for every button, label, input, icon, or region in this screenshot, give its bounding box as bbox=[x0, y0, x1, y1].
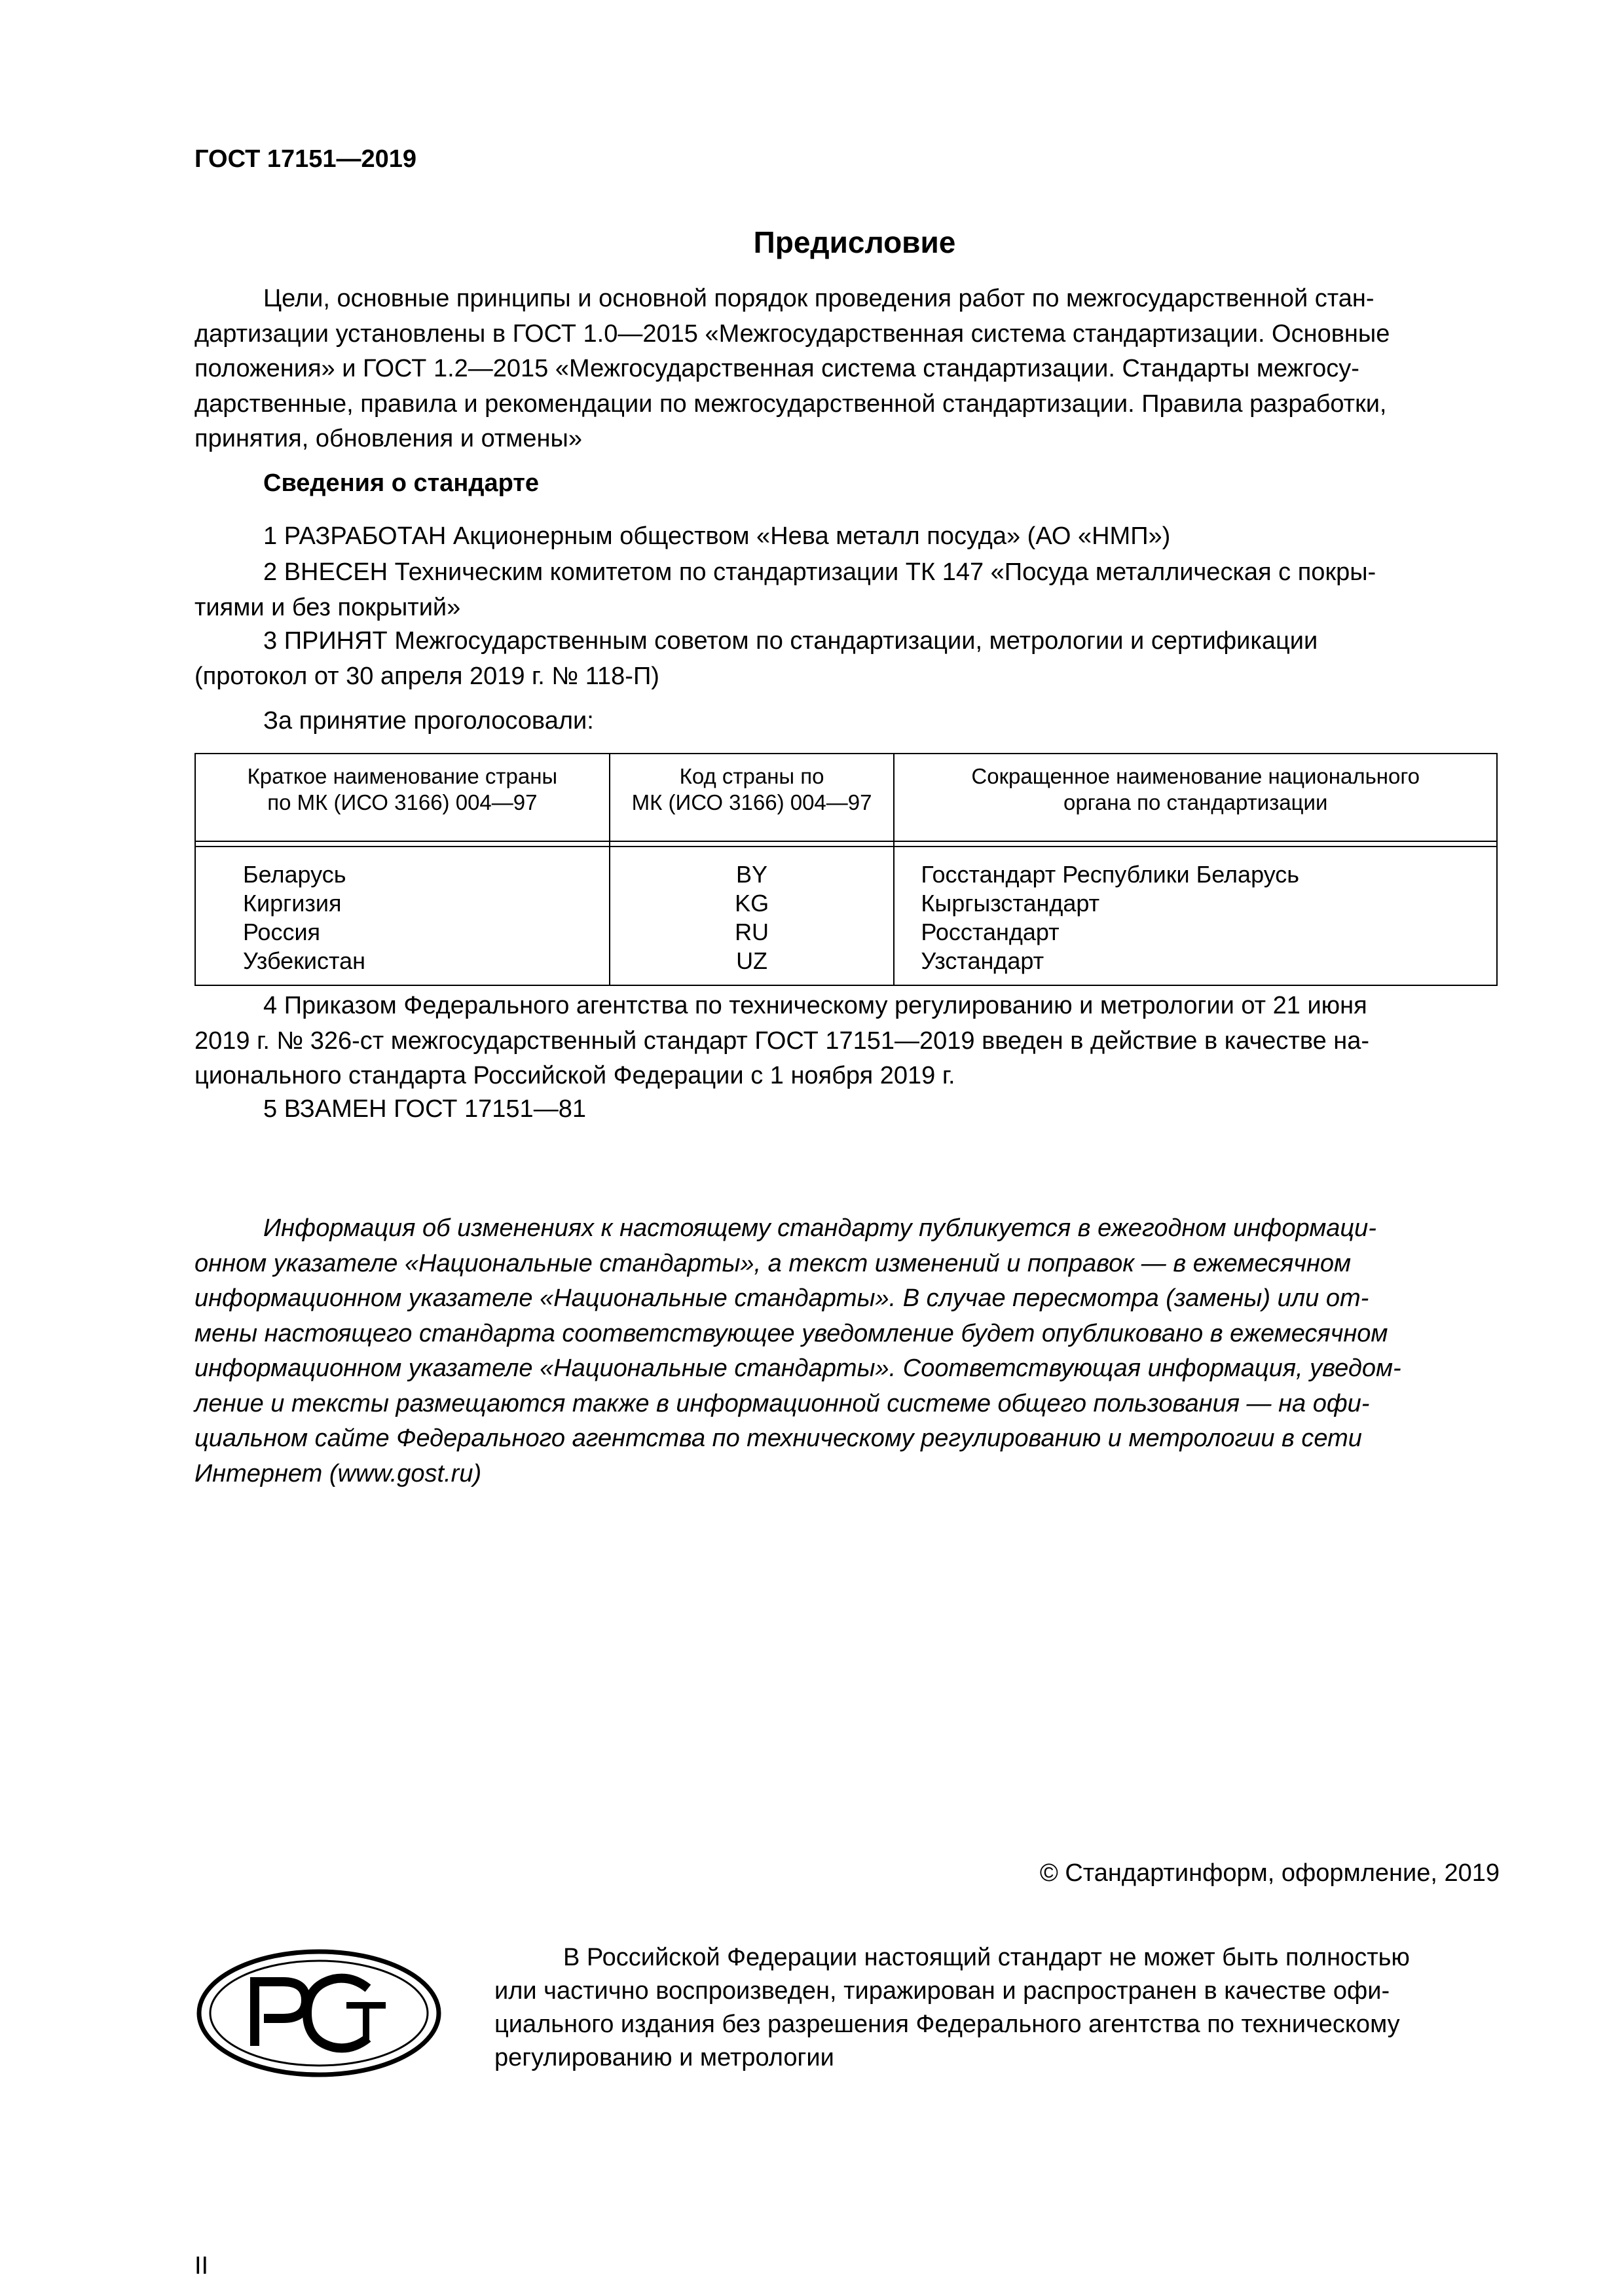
item-2 bbox=[194, 555, 1498, 625]
copyright-line: © Стандартинформ, оформление, 2019 bbox=[1039, 1859, 1500, 1887]
country-name: Киргизия bbox=[243, 890, 342, 917]
reproduction-notice bbox=[494, 1941, 1498, 2075]
table-header-row bbox=[195, 754, 1497, 841]
info-line: информационном указателе «Национальные стандарты». В случае пересмотра (замены) или от- bbox=[194, 1285, 1369, 1312]
item-4-line: ционального стандарта Российской Федерации с 1 ноября 2019 г. bbox=[194, 1062, 955, 1089]
item-3 bbox=[194, 624, 1498, 694]
notice-line: циального издания без разрешения Федерального агентства по техническому bbox=[494, 2011, 1400, 2038]
header-line: МК (ИСО 3166) 004—97 bbox=[631, 790, 872, 814]
table-double-rule bbox=[195, 841, 1497, 847]
item-3-line: (протокол от 30 апреля 2019 г. № 118-П) bbox=[194, 662, 659, 690]
intro-line: дартизации установлены в ГОСТ 1.0—2015 «Межгосударственная система стандартизации. Основные bbox=[194, 319, 1390, 348]
info-line: ление и тексты размещаются также в информационной системе общего пользования — на офи- bbox=[194, 1389, 1370, 1417]
country-code: BY bbox=[736, 861, 768, 888]
info-line: Интернет (www.gost.ru) bbox=[194, 1459, 482, 1487]
item-1: 1 РАЗРАБОТАН Акционерным обществом «Нева металл посуда» (АО «НМП») bbox=[263, 522, 1171, 550]
notice-line: В Российской Федерации настоящий стандарт не может быть полностью bbox=[563, 1944, 1410, 1971]
voting-table bbox=[194, 753, 1498, 986]
country-code: UZ bbox=[736, 947, 768, 974]
intro-line: Цели, основные принципы и основной порядок проведения работ по межгосударственной стан- bbox=[263, 285, 1375, 312]
item-3-line: 3 ПРИНЯТ Межгосударственным советом по стандартизации, метрологии и сертификации bbox=[263, 627, 1318, 655]
agency-cell bbox=[894, 847, 1497, 985]
header-line: по МК (ИСО 3166) 004—97 bbox=[267, 790, 538, 814]
header-line: Код страны по bbox=[679, 764, 824, 788]
table-header-agency bbox=[894, 754, 1497, 841]
header-line: Краткое наименование страны bbox=[247, 764, 558, 788]
item-4 bbox=[194, 989, 1498, 1094]
intro-line: дарственные, правила и рекомендации по межгосударственной стандартизации. Правила разработки, bbox=[194, 390, 1387, 418]
table-header-code bbox=[610, 754, 895, 841]
section-title: Предисловие bbox=[753, 225, 956, 259]
header-line: Сокращенное наименование национального bbox=[971, 764, 1420, 788]
info-line: информационном указателе «Национальные стандарты». Соответствующая информация, уведом- bbox=[194, 1355, 1401, 1382]
info-line: циальном сайте Федерального агентства по техническому регулированию и метрологии в сети bbox=[194, 1425, 1362, 1452]
rst-logo-icon bbox=[194, 1948, 443, 2079]
agency-name: Узстандарт bbox=[921, 947, 1044, 974]
vote-label: За принятие проголосовали: bbox=[263, 707, 594, 735]
intro-line: положения» и ГОСТ 1.2—2015 «Межгосударственная система стандартизации. Стандарты межгосу- bbox=[194, 355, 1359, 382]
table-header-country bbox=[195, 754, 610, 841]
agency-name: Госстандарт Республики Беларусь bbox=[921, 861, 1300, 888]
code-cell bbox=[610, 847, 895, 985]
info-paragraph bbox=[194, 1211, 1498, 1491]
notice-line: или частично воспроизведен, тиражирован и распространен в качестве офи- bbox=[494, 1977, 1390, 2005]
country-name: Беларусь bbox=[243, 861, 346, 888]
item-2-line: 2 ВНЕСЕН Техническим комитетом по стандартизации ТК 147 «Посуда металлическая с покры- bbox=[263, 558, 1376, 586]
item-4-line: 4 Приказом Федерального агентства по техническому регулированию и метрологии от 21 июня bbox=[263, 992, 1367, 1019]
page-number: II bbox=[194, 2252, 209, 2280]
country-code: RU bbox=[735, 919, 769, 945]
country-code: KG bbox=[735, 890, 769, 917]
country-name: Узбекистан bbox=[243, 947, 366, 974]
agency-name: Росстандарт bbox=[921, 919, 1060, 945]
country-cell bbox=[195, 847, 610, 985]
item-5: 5 ВЗАМЕН ГОСТ 17151—81 bbox=[263, 1095, 586, 1123]
rst-logo-svg bbox=[194, 1948, 443, 2079]
notice-line: регулированию и метрологии bbox=[494, 2044, 834, 2071]
item-4-line: 2019 г. № 326-ст межгосударственный стандарт ГОСТ 17151—2019 введен в действие в качестве на- bbox=[194, 1027, 1370, 1055]
item-2-line: тиями и без покрытий» bbox=[194, 593, 461, 621]
agency-name: Кыргызстандарт bbox=[921, 890, 1100, 917]
intro-paragraph bbox=[194, 282, 1498, 457]
document-code: ГОСТ 17151—2019 bbox=[194, 145, 417, 173]
table-body-row bbox=[195, 847, 1497, 985]
info-line: Информация об изменениях к настоящему стандарту публикуется в ежегодном информаци- bbox=[263, 1214, 1376, 1242]
header-line: органа по стандартизации bbox=[1063, 790, 1328, 814]
info-line: онном указателе «Национальные стандарты», а текст изменений и поправок — в ежемесячном bbox=[194, 1249, 1352, 1277]
intro-line: принятия, обновления и отмены» bbox=[194, 425, 582, 452]
subheading: Сведения о стандарте bbox=[263, 469, 540, 497]
country-name: Россия bbox=[243, 919, 321, 945]
info-line: мены настоящего стандарта соответствующее уведомление будет опубликовано в ежемесячном bbox=[194, 1319, 1388, 1347]
